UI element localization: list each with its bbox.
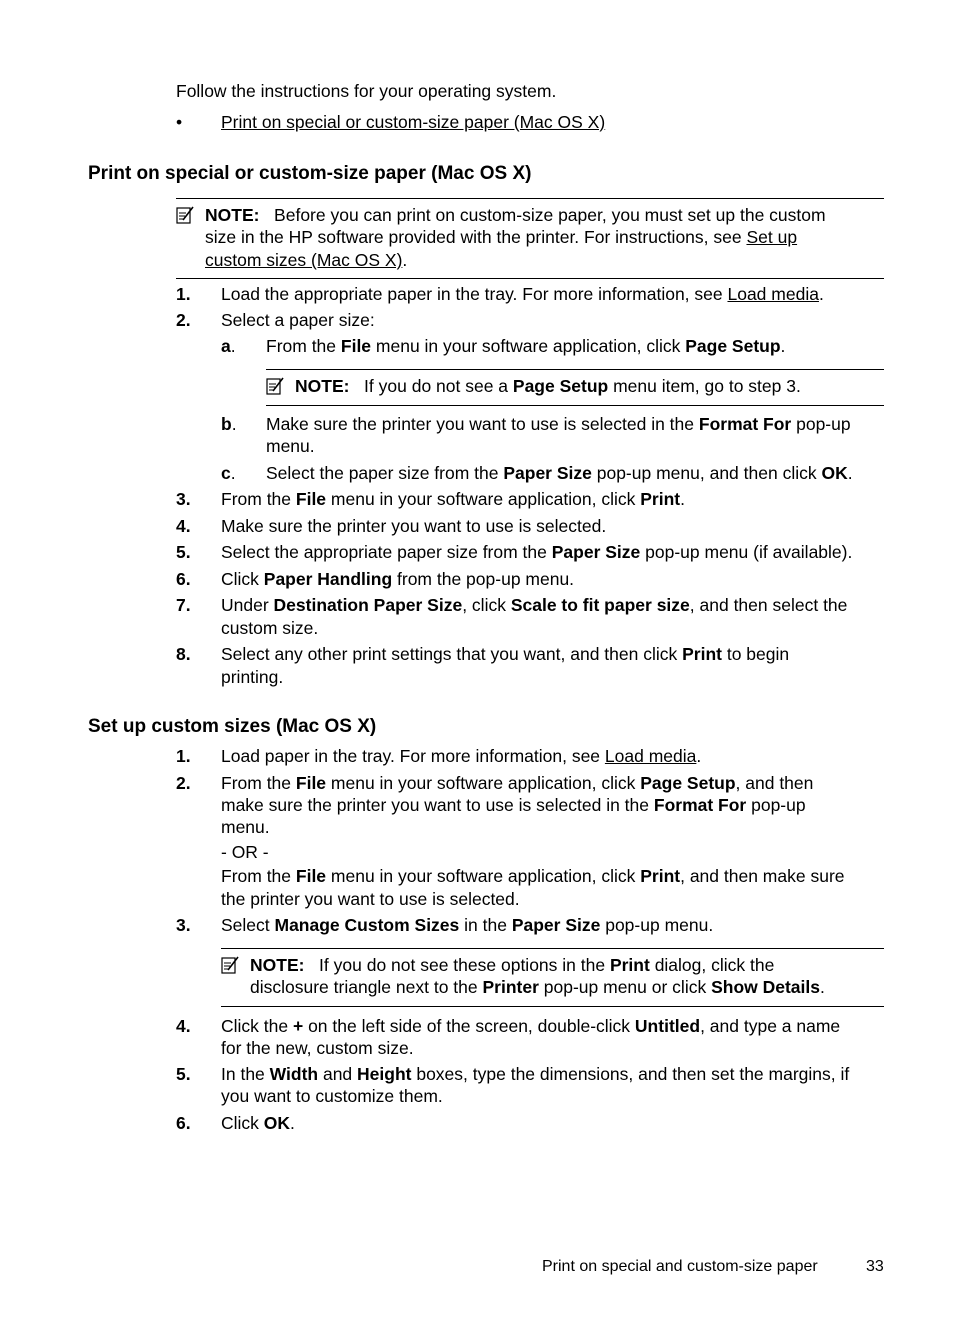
step-text: Load the appropriate paper in the tray. For more information, see Load media. — [221, 284, 824, 304]
step-text-cont: the printer you want to use is selected. — [221, 889, 520, 909]
step-number: 6. — [176, 569, 191, 589]
bullet: • — [176, 112, 183, 132]
intro-text: Follow the instructions for your operating system. — [176, 81, 557, 101]
note-line-2: size in the HP software provided with the printer. For instructions, see Set up — [205, 227, 798, 247]
step-number: 5. — [176, 542, 191, 562]
step-text: From the File menu in your software application, click Page Setup, and then — [221, 773, 814, 793]
substep-text: From the File menu in your software application, click Page Setup. — [266, 336, 786, 356]
substep-letter: b. — [221, 414, 237, 434]
note2-bottom-rule — [221, 1006, 884, 1007]
note2-top-rule — [221, 948, 884, 949]
step-number: 2. — [176, 773, 191, 793]
step-text: Click the + on the left side of the screen, double-click Untitled, and type a name — [221, 1016, 841, 1036]
step-text: Click Paper Handling from the pop-up menu. — [221, 569, 575, 589]
step-number: 3. — [176, 489, 191, 509]
note-line-3: custom sizes (Mac OS X). — [205, 250, 408, 270]
note-bottom-rule — [176, 278, 884, 279]
note-icon — [265, 376, 285, 396]
substep-letter: a. — [221, 336, 236, 356]
step-number: 6. — [176, 1113, 191, 1133]
step-number: 1. — [176, 284, 191, 304]
subnote-top-rule — [266, 369, 884, 370]
subnote-bottom-rule — [266, 405, 884, 406]
step-number: 4. — [176, 1016, 191, 1036]
step-text: Click OK. — [221, 1113, 295, 1133]
substep-text: Make sure the printer you want to use is selected in the Format For pop-up — [266, 414, 851, 434]
note-icon — [220, 955, 240, 975]
step-number: 2. — [176, 310, 191, 330]
step-text-cont: printing. — [221, 667, 284, 687]
link-set-up-custom-sizes-cont[interactable]: custom sizes (Mac OS X) — [205, 250, 403, 270]
step-number: 4. — [176, 516, 191, 536]
link-print-custom-mac[interactable]: Print on special or custom-size paper (Mac OS X) — [221, 112, 606, 132]
note-label: NOTE: — [205, 205, 260, 225]
subnote-text: NOTE: If you do not see a Page Setup menu item, go to step 3. — [295, 376, 801, 396]
step-text-cont: make sure the printer you want to use is selected in the Format For pop-up — [221, 795, 806, 815]
step-text: Under Destination Paper Size, click Scale to fit paper size, and then select the — [221, 595, 848, 615]
link-load-media[interactable]: Load media — [604, 746, 697, 766]
step-number: 8. — [176, 644, 191, 664]
step-text-cont: for the new, custom size. — [221, 1038, 414, 1058]
note2-line-2: disclosure triangle next to the Printer pop-up menu or click Show Details. — [250, 977, 825, 997]
step-text-cont: you want to customize them. — [221, 1086, 443, 1106]
step-text: Select any other print settings that you want, and then click Print to begin — [221, 644, 790, 664]
step-number: 1. — [176, 746, 191, 766]
substep-letter: c. — [221, 463, 236, 483]
substep-text-cont: menu. — [266, 436, 315, 456]
step-text-cont: custom size. — [221, 618, 319, 638]
note2-line-1: NOTE: If you do not see these options in the Print dialog, click the — [250, 955, 775, 975]
section-heading-set-up-custom: Set up custom sizes (Mac OS X) — [88, 716, 377, 737]
note-line-1: NOTE: Before you can print on custom-size paper, you must set up the custom — [205, 205, 826, 225]
section-heading-print-custom: Print on special or custom-size paper (Mac OS X) — [88, 163, 532, 184]
step-text-cont: menu. — [221, 817, 270, 837]
step-text: From the File menu in your software application, click Print. — [221, 489, 685, 509]
substep-text: Select the paper size from the Paper Size pop-up menu, and then click OK. — [266, 463, 853, 483]
step-text: Make sure the printer you want to use is selected. — [221, 516, 607, 536]
step-number: 5. — [176, 1064, 191, 1084]
step-number: 3. — [176, 915, 191, 935]
step-text-cont: From the File menu in your software application, click Print, and then make sure — [221, 866, 845, 886]
step-text: Select Manage Custom Sizes in the Paper Size pop-up menu. — [221, 915, 714, 935]
step-text: Load paper in the tray. For more information, see Load media. — [221, 746, 702, 766]
step-number: 7. — [176, 595, 191, 615]
step-text: In the Width and Height boxes, type the dimensions, and then set the margins, if — [221, 1064, 850, 1084]
or-separator: - OR - — [221, 842, 269, 862]
step-text: Select the appropriate paper size from the Paper Size pop-up menu (if available). — [221, 542, 853, 562]
note-icon — [175, 205, 195, 225]
footer-title: Print on special and custom-size paper — [542, 1258, 818, 1275]
link-set-up-custom-sizes[interactable]: Set up — [746, 227, 798, 247]
step-text: Select a paper size: — [221, 310, 375, 330]
note-top-rule — [176, 198, 884, 199]
link-load-media[interactable]: Load media — [727, 284, 819, 304]
page-number: 33 — [866, 1258, 884, 1275]
